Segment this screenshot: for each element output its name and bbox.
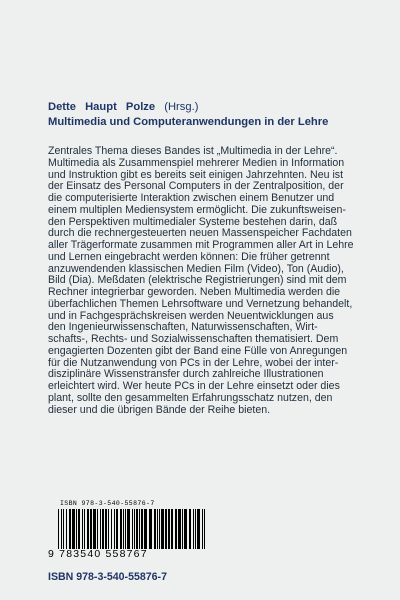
barcode-bar	[116, 509, 118, 549]
editor-role: (Hrsg.)	[164, 101, 199, 113]
barcode-bar	[76, 509, 77, 549]
barcode-bar	[84, 509, 85, 549]
blurb-line: plant, sollte den gesammelten Erfahrungsschatz nutzen, den	[48, 391, 333, 404]
blurb-text	[48, 146, 368, 416]
blurb-line: und in Fachgesprächskreisen werden Neuentwicklungen aus	[48, 309, 334, 322]
blurb-line: Bild (Dia). Meßdaten (elektrische Registrierungen) sind mit dem	[48, 274, 347, 287]
barcode-bar	[182, 509, 183, 549]
barcode-bar	[134, 509, 135, 549]
blurb-line: Zentrales Thema dieses Bandes ist „Multimedia in der Lehre“.	[48, 145, 338, 157]
barcode-bar	[114, 509, 115, 549]
blurb-line: den Perspektiven multimedialer Systeme bestehen darin, daß	[48, 215, 338, 228]
barcode-bar	[125, 509, 126, 549]
barcode-bar	[159, 509, 160, 549]
barcode-bars	[56, 509, 216, 549]
barcode-bar	[127, 509, 130, 549]
blurb-line: engagierten Dozenten gibt der Band eine Fülle von Anregungen	[48, 344, 348, 357]
barcode-bar	[154, 509, 156, 549]
barcode-bar	[136, 509, 138, 549]
blurb-line: einem multiplen Mediensystem ermöglicht. Die zukunftsweisen-	[48, 203, 346, 216]
barcode-bar	[144, 509, 147, 549]
barcode-bar	[100, 509, 101, 549]
barcode-bar	[178, 509, 181, 549]
blurb-line: Rechner integrierbar geworden. Neben Multimedia werden die	[48, 286, 341, 298]
blurb-line: der Einsatz des Personal Computers in der Zentralposition, der	[48, 180, 344, 193]
barcode-bar	[204, 509, 205, 549]
barcode-bar	[72, 509, 75, 549]
barcode-bar	[123, 509, 124, 549]
barcode	[48, 500, 218, 566]
barcode-digits: 9 783540 558767	[48, 548, 148, 560]
barcode-bar	[184, 509, 187, 549]
barcode-bar	[171, 509, 173, 549]
barcode-bar	[69, 509, 71, 549]
editor-name: Dette	[48, 101, 76, 113]
barcode-bar	[66, 509, 67, 549]
barcode-bar	[189, 509, 191, 549]
editor-name: Polze	[125, 101, 156, 113]
barcode-bar	[61, 509, 62, 549]
barcode-bar	[63, 509, 64, 549]
barcode-bar	[202, 509, 203, 549]
blurb-line: überfachlichen Themen Lehrsoftware und Vernetzung behandelt,	[48, 297, 353, 310]
barcode-bar	[195, 509, 196, 549]
barcode-bar	[111, 509, 112, 549]
barcode-bar	[193, 509, 194, 549]
barcode-bar	[78, 509, 80, 549]
barcode-bar	[149, 509, 152, 549]
blurb-line: und Instruktion gibt es bereits seit einigen Jahrzehnten. Neu ist	[48, 168, 344, 181]
barcode-bar	[157, 509, 158, 549]
barcode-bar	[139, 509, 140, 549]
barcode-bar	[197, 509, 200, 549]
barcode-bar	[87, 509, 89, 549]
barcode-bar	[97, 509, 98, 549]
barcode-bar	[105, 509, 107, 549]
barcode-bar	[175, 509, 177, 549]
blurb-line: durch die rechnergesteuerten neuen Massenspeicher Fachdaten	[48, 227, 352, 240]
editor-name: Haupt	[85, 101, 117, 113]
blurb-line: aller Trägerformate zusammen mit Programmen aller Art in Lehre	[48, 239, 354, 251]
editors-line	[48, 100, 198, 114]
barcode-isbn-label: ISBN 978-3-540-55876-7	[60, 500, 155, 507]
barcode-bar	[168, 509, 170, 549]
barcode-bar	[102, 509, 104, 549]
blurb-line: Multimedia als Zusammenspiel mehrerer Medien in Information	[48, 156, 345, 169]
barcode-bar	[93, 509, 96, 549]
barcode-bar	[161, 509, 164, 549]
barcode-bar	[165, 509, 167, 549]
blurb-line: disziplinäre Wissenstransfer durch zahlreiche Illustrationen	[48, 368, 324, 381]
blurb-line: erleichtert wird. Wer heute PCs in der Lehre einsetzt oder dies	[48, 380, 340, 392]
barcode-bar	[120, 509, 122, 549]
blurb-line: und Lernen eingebracht werden können: Die früher getrennt	[48, 250, 330, 263]
book-title: Multimedia und Computeranwendungen in der Lehre	[48, 116, 329, 128]
barcode-bar	[90, 509, 92, 549]
blurb-line: die computerisierte Interaktion zwischen einem Benutzer und	[48, 192, 335, 204]
barcode-bar	[141, 509, 143, 549]
blurb-line: den Ingenieurwissenschaften, Naturwissenschaften, Wirt-	[48, 321, 318, 334]
barcode-bar	[132, 509, 133, 549]
blurb-line: schafts-, Rechts- und Sozialwissenschaften thematisiert. Dem	[48, 333, 339, 345]
barcode-bar	[108, 509, 109, 549]
barcode-bar	[82, 509, 83, 549]
blurb-line: anzuwendenden klassischen Medien Film (Video), Ton (Audio),	[48, 262, 344, 275]
isbn-number: ISBN 978-3-540-55876-7	[48, 571, 167, 583]
blurb-line: dieser und die übrigen Bände der Reihe bieten.	[48, 403, 271, 416]
blurb-line: für die Nutzanwendung von PCs in der Lehre, wobei der inter-	[48, 356, 339, 369]
barcode-bar	[58, 509, 59, 549]
